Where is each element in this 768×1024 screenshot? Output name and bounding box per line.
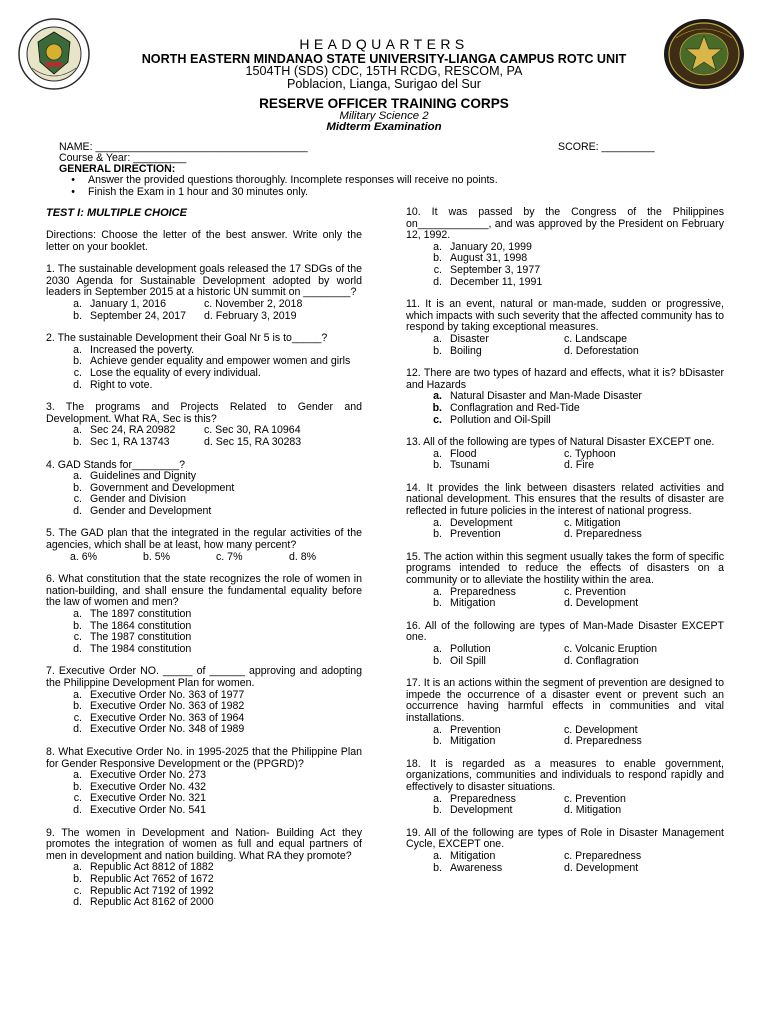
- option-text: Oil Spill: [450, 654, 486, 667]
- option-text: Increased the poverty.: [90, 343, 195, 356]
- option-row: [46, 311, 362, 323]
- question-item: [46, 828, 362, 909]
- option-item: a. 6%: [70, 550, 98, 563]
- option-text: Gender and Division: [90, 493, 186, 506]
- option-letter: c.: [73, 366, 82, 379]
- option-text: Guidelines and Dignity: [90, 470, 196, 483]
- option-letter: a.: [433, 792, 442, 805]
- option-text: Achieve gender equality and empower women and girls: [90, 355, 351, 368]
- option-letter: b.: [73, 872, 82, 885]
- option-letter: a.: [73, 861, 82, 874]
- question-stem: 14. It provides the link between disasters related activities and national development. This ensures that the results of disaster are reflected in future policies in the interest of national progress.: [406, 481, 724, 518]
- option-row: [406, 334, 724, 346]
- option-row: [406, 656, 724, 668]
- option-item: c. Preparedness: [564, 849, 642, 862]
- option-letter: b.: [73, 435, 82, 448]
- option-letter: b.: [73, 481, 82, 494]
- general-direction-text: Answer the provided questions thoroughly. Incomplete responses will receive no points.: [88, 174, 498, 186]
- option-text: Preparedness: [450, 792, 516, 805]
- option-item: c. Mitigation: [564, 516, 621, 529]
- question-stem: 2. The sustainable Development their Goal Nr 5 is to_____?: [46, 332, 328, 345]
- right-questions-list: [406, 207, 724, 874]
- question-stem: 18. It is regarded as a measures to enable government, organizations, communities and individuals to respond rapidly and effectively to disaster situations.: [406, 757, 724, 793]
- option-letter: b.: [433, 344, 442, 357]
- address-line: Poblacion, Lianga, Surigao del Sur: [287, 77, 481, 91]
- left-questions-list: [46, 264, 362, 909]
- option-letter: a.: [433, 240, 442, 253]
- headquarters-heading: HEADQUARTERS: [299, 36, 469, 52]
- question-stem: 1. The sustainable development goals released the 17 SDGs of the 2030 Agenda for Sustainable Development adopted by world leaders in September 2015 at a historic UN summit on ________?: [46, 263, 362, 299]
- course-year-field-label: Course & Year: _________: [59, 152, 187, 164]
- option-letter: d.: [73, 723, 82, 736]
- option-item: [406, 277, 724, 289]
- option-item: c. Prevention: [564, 792, 626, 805]
- option-list: [46, 345, 362, 391]
- option-item: [406, 644, 564, 656]
- option-text: January 1, 2016: [90, 297, 166, 310]
- option-item: [406, 265, 724, 277]
- option-item: b. 5%: [143, 550, 171, 563]
- option-letter: b.: [433, 861, 442, 874]
- option-text: Awareness: [450, 861, 503, 874]
- option-text: Pollution: [450, 643, 491, 655]
- option-item: c. Landscape: [564, 332, 628, 345]
- option-item: [46, 506, 362, 518]
- option-item: [46, 897, 362, 909]
- question-stem: 17. It is an actions within the segment of prevention are designed to impede the occurrence of a disaster event or prevent such an occurrence having harmful effects in communities and vital installations.: [406, 677, 724, 724]
- option-text: Executive Order No. 363 of 1982: [90, 700, 245, 713]
- option-letter: a.: [433, 585, 442, 598]
- option-item: [406, 334, 564, 346]
- option-text: Republic Act 8812 of 1882: [90, 861, 214, 874]
- option-item: c. November 2, 2018: [204, 297, 303, 310]
- right-question-column: [406, 207, 724, 885]
- option-item: [46, 609, 362, 621]
- option-text: September 24, 2017: [90, 309, 187, 322]
- option-text: Sec 1, RA 13743: [90, 435, 170, 448]
- option-item: c. Development: [564, 723, 638, 736]
- option-letter: b.: [73, 700, 82, 713]
- option-list: [406, 794, 724, 817]
- question-stem: 11. It is an event, natural or man-made, sudden or progressive, which impacts with such severity that the affected community has to respond by taking exceptional measures.: [406, 298, 724, 334]
- option-letter: b.: [433, 528, 442, 541]
- option-row: [406, 805, 724, 817]
- option-letter: d.: [73, 803, 82, 816]
- option-text: Executive Order No. 363 of 1977: [90, 688, 245, 701]
- option-list: [406, 518, 724, 541]
- option-list: [46, 471, 362, 517]
- option-item: [406, 529, 564, 541]
- option-list: [406, 334, 724, 357]
- option-letter: c.: [73, 884, 82, 897]
- option-item: [406, 415, 724, 427]
- option-row: [406, 851, 724, 863]
- question-stem: 6. What constitution that the state recognizes the role of women in nation-building, and shall ensure the fundamental equality before the law of women and men?: [46, 573, 362, 609]
- question-stem: 16. All of the following are types of Man-Made Disaster EXCEPT one.: [406, 619, 724, 644]
- question-stem: 10. It was passed by the Congress of the Philippines on____________, and was approved by the President on February 12, 1992.: [406, 206, 724, 242]
- question-stem: 5. The GAD plan that the integrated in the regular activities of the agencies, which shall be at least, how many percent?: [46, 527, 362, 552]
- option-letter: c.: [73, 493, 82, 506]
- exam-title: Midterm Examination: [326, 121, 442, 133]
- option-list: [46, 425, 362, 448]
- question-stem: 15. The action within this segment usually takes the form of specific programs intended to reduce the effects of disasters on a community or to alleviate the hostility within the area.: [406, 550, 724, 587]
- bullet-icon: •: [71, 185, 75, 198]
- question-item: [46, 528, 362, 563]
- option-item: [46, 770, 362, 782]
- option-row: [46, 437, 362, 449]
- option-item: d. February 3, 2019: [204, 309, 297, 322]
- option-letter: a.: [73, 343, 82, 356]
- option-letter: b.: [73, 355, 82, 368]
- option-letter: b.: [73, 619, 82, 632]
- question-item: [406, 368, 724, 426]
- option-text: The 1864 constitution: [90, 619, 192, 632]
- option-item: [46, 380, 362, 392]
- option-item: [46, 644, 362, 656]
- option-letter: c.: [433, 413, 442, 426]
- test-directions: Directions: Choose the letter of the best answer. Write only the letter on your booklet.: [46, 229, 362, 253]
- option-text: Mitigation: [450, 735, 496, 748]
- option-letter: a.: [433, 849, 442, 862]
- option-item: [46, 724, 362, 736]
- subject-subtitle: Military Science 2: [339, 110, 429, 122]
- question-stem: 19. All of the following are types of Role in Disaster Management Cycle, EXCEPT one.: [406, 826, 724, 851]
- option-text: The 1984 constitution: [90, 642, 192, 655]
- left-question-column: [46, 207, 362, 920]
- option-text: Mitigation: [450, 849, 496, 862]
- unit-designation: 1504TH (SDS) CDC, 15TH RCDG, RESCOM, PA: [245, 64, 523, 78]
- option-list: [46, 552, 362, 564]
- option-letter: b.: [73, 309, 82, 322]
- option-item: d. Mitigation: [564, 804, 622, 817]
- question-item: [406, 207, 724, 288]
- option-row: [406, 598, 724, 610]
- question-item: [46, 460, 362, 518]
- option-letter: d.: [73, 642, 82, 655]
- option-letter: b.: [433, 597, 442, 610]
- option-item: [406, 863, 564, 875]
- option-text: Government and Development: [90, 481, 235, 494]
- option-text: Natural Disaster and Man-Made Disaster: [450, 390, 642, 403]
- option-item: d. Conflagration: [564, 654, 639, 667]
- option-letter: b.: [73, 780, 82, 793]
- option-letter: d.: [73, 896, 82, 909]
- option-item: d. Preparedness: [564, 735, 642, 748]
- option-letter: d.: [433, 275, 442, 288]
- question-item: [406, 828, 724, 874]
- rotc-heading: RESERVE OFFICER TRAINING CORPS: [259, 96, 509, 111]
- option-letter: c.: [73, 631, 82, 644]
- option-text: The 1987 constitution: [90, 631, 192, 644]
- option-list: [46, 690, 362, 736]
- general-direction-item: [36, 187, 736, 199]
- general-direction-label: GENERAL DIRECTION:: [59, 163, 176, 175]
- option-item: [46, 874, 362, 886]
- option-list: [46, 299, 362, 322]
- option-text: Lose the equality of every individual.: [90, 366, 261, 379]
- option-item: d. 8%: [289, 550, 317, 563]
- option-text: Republic Act 8162 of 2000: [90, 896, 214, 909]
- option-row: [46, 299, 362, 311]
- option-list: [46, 609, 362, 655]
- question-item: [406, 621, 724, 667]
- option-item: [46, 805, 362, 817]
- option-text: January 20, 1999: [450, 240, 532, 253]
- option-letter: b.: [433, 459, 442, 472]
- question-stem: 13. All of the following are types of Natural Disaster EXCEPT one.: [406, 436, 715, 449]
- option-letter: a.: [433, 643, 442, 655]
- question-item: [46, 666, 362, 736]
- option-list: [46, 862, 362, 908]
- option-letter: a.: [433, 332, 442, 345]
- option-item: d. Preparedness: [564, 528, 642, 541]
- general-direction-item: [36, 175, 736, 187]
- option-item: d. Fire: [564, 459, 595, 472]
- option-text: Republic Act 7192 of 1992: [90, 884, 214, 897]
- question-item: [406, 678, 724, 748]
- option-list: [406, 449, 724, 472]
- option-list: [46, 770, 362, 816]
- option-list: [406, 242, 724, 288]
- option-item: [406, 403, 724, 415]
- option-item: c. 7%: [216, 550, 243, 563]
- option-row: [406, 863, 724, 875]
- option-text: Sec 24, RA 20982: [90, 424, 176, 437]
- score-field-label: SCORE: _________: [558, 141, 655, 153]
- option-text: Executive Order No. 363 of 1964: [90, 711, 245, 724]
- option-letter: a.: [433, 390, 442, 403]
- bullet-icon: •: [71, 174, 75, 186]
- option-row: [46, 552, 362, 564]
- name-field-label: NAME: ____________________________________: [59, 141, 308, 153]
- option-list: [406, 644, 724, 667]
- question-item: [46, 333, 362, 391]
- option-text: Boiling: [450, 344, 482, 357]
- option-list: [406, 391, 724, 426]
- option-letter: c.: [73, 711, 82, 724]
- option-text: Gender and Development: [90, 504, 212, 517]
- option-item: [406, 656, 564, 668]
- option-letter: a.: [433, 447, 442, 460]
- option-letter: c.: [433, 263, 442, 276]
- option-item: c. Prevention: [564, 585, 626, 598]
- option-item: [406, 736, 564, 748]
- general-directions-list: [36, 175, 736, 198]
- option-letter: b.: [433, 804, 442, 817]
- option-text: August 31, 1998: [450, 252, 528, 265]
- option-list: [406, 725, 724, 748]
- option-item: [46, 437, 204, 449]
- option-item: d. Deforestation: [564, 344, 639, 357]
- question-item: [46, 402, 362, 448]
- option-item: [406, 851, 564, 863]
- option-item: [406, 598, 564, 610]
- question-stem: 3. The programs and Projects Related to Gender and Development. What RA, Sec is this?: [46, 401, 362, 425]
- option-text: Development: [450, 516, 513, 529]
- option-letter: b.: [433, 252, 442, 265]
- question-stem: 7. Executive Order NO. _____ of ______ approving and adopting the Philippine Development Plan for women.: [46, 665, 362, 689]
- option-text: Republic Act 7652 of 1672: [90, 872, 214, 885]
- option-item: c. Sec 30, RA 10964: [204, 424, 301, 437]
- option-item: [46, 311, 204, 323]
- option-letter: a.: [73, 769, 82, 782]
- option-item: [46, 368, 362, 380]
- option-text: Executive Order No. 348 of 1989: [90, 723, 245, 736]
- option-text: Executive Order No. 321: [90, 792, 206, 805]
- option-row: [406, 644, 724, 656]
- question-item: [406, 759, 724, 817]
- option-letter: c.: [73, 792, 82, 805]
- option-letter: d.: [73, 378, 82, 391]
- option-item: [46, 471, 362, 483]
- test-title: TEST I: MULTIPLE CHOICE: [46, 207, 187, 219]
- option-letter: a.: [73, 297, 82, 310]
- option-item: c. Volcanic Eruption: [564, 643, 658, 655]
- option-letter: d.: [73, 504, 82, 517]
- question-item: [46, 264, 362, 322]
- question-item: [406, 552, 724, 610]
- university-unit-heading: NORTH EASTERN MINDANAO STATE UNIVERSITY-LIANGA CAMPUS ROTC UNIT: [141, 52, 627, 66]
- option-item: [46, 299, 204, 311]
- option-item: [406, 346, 564, 358]
- option-text: Flood: [450, 447, 477, 460]
- question-item: [406, 437, 724, 472]
- option-text: Executive Order No. 432: [90, 780, 206, 793]
- option-letter: b.: [432, 401, 442, 414]
- option-text: Right to vote.: [90, 378, 153, 391]
- question-stem: 4. GAD Stands for________?: [46, 458, 185, 471]
- option-text: December 11, 1991: [450, 275, 543, 288]
- option-row: [406, 460, 724, 472]
- option-text: Executive Order No. 541: [90, 803, 206, 816]
- question-stem: 12. There are two types of hazard and effects, what it is? bDisaster and Hazards: [406, 367, 724, 391]
- option-text: Tsunami: [450, 459, 490, 472]
- general-direction-text: Finish the Exam in 1 hour and 30 minutes only.: [88, 185, 309, 198]
- option-item: d. Sec 15, RA 30283: [204, 435, 302, 448]
- option-item: c. Typhoon: [564, 447, 616, 460]
- option-text: The 1897 constitution: [90, 608, 192, 621]
- option-text: Prevention: [450, 528, 501, 541]
- option-item: d. Development: [564, 597, 639, 610]
- question-item: [46, 747, 362, 817]
- question-item: [406, 483, 724, 541]
- option-letter: a.: [73, 608, 82, 621]
- option-letter: a.: [73, 470, 82, 483]
- option-row: [406, 529, 724, 541]
- option-text: Prevention: [450, 723, 501, 736]
- option-row: [406, 346, 724, 358]
- option-text: Preparedness: [450, 585, 516, 598]
- option-item: d. Development: [564, 861, 639, 874]
- question-stem: 8. What Executive Order No. in 1995-2025 that the Philippine Plan for Gender Responsive Development or the (PPGRD)?: [46, 745, 362, 770]
- option-letter: b.: [433, 654, 442, 667]
- option-letter: a.: [73, 424, 82, 437]
- option-letter: a.: [433, 723, 442, 736]
- option-text: Pollution and Oil-Spill: [450, 413, 551, 426]
- option-item: [406, 805, 564, 817]
- option-text: Development: [450, 804, 513, 817]
- option-item: [406, 460, 564, 472]
- option-row: [406, 736, 724, 748]
- question-item: [406, 299, 724, 357]
- option-letter: a.: [433, 516, 442, 529]
- question-stem: 9. The women in Development and Nation- Building Act they promotes the integration of women as full and equal partners of men in development and nation building. What RA they promote?: [46, 826, 362, 862]
- option-text: Conflagration and Red-Tide: [450, 401, 580, 414]
- option-list: [406, 851, 724, 874]
- option-text: Executive Order No. 273: [90, 769, 206, 782]
- option-letter: b.: [433, 735, 442, 748]
- question-item: [46, 574, 362, 655]
- option-letter: a.: [73, 688, 82, 701]
- option-text: September 3, 1977: [450, 263, 541, 276]
- option-text: Mitigation: [450, 597, 496, 610]
- option-list: [406, 587, 724, 610]
- option-text: Disaster: [450, 332, 489, 345]
